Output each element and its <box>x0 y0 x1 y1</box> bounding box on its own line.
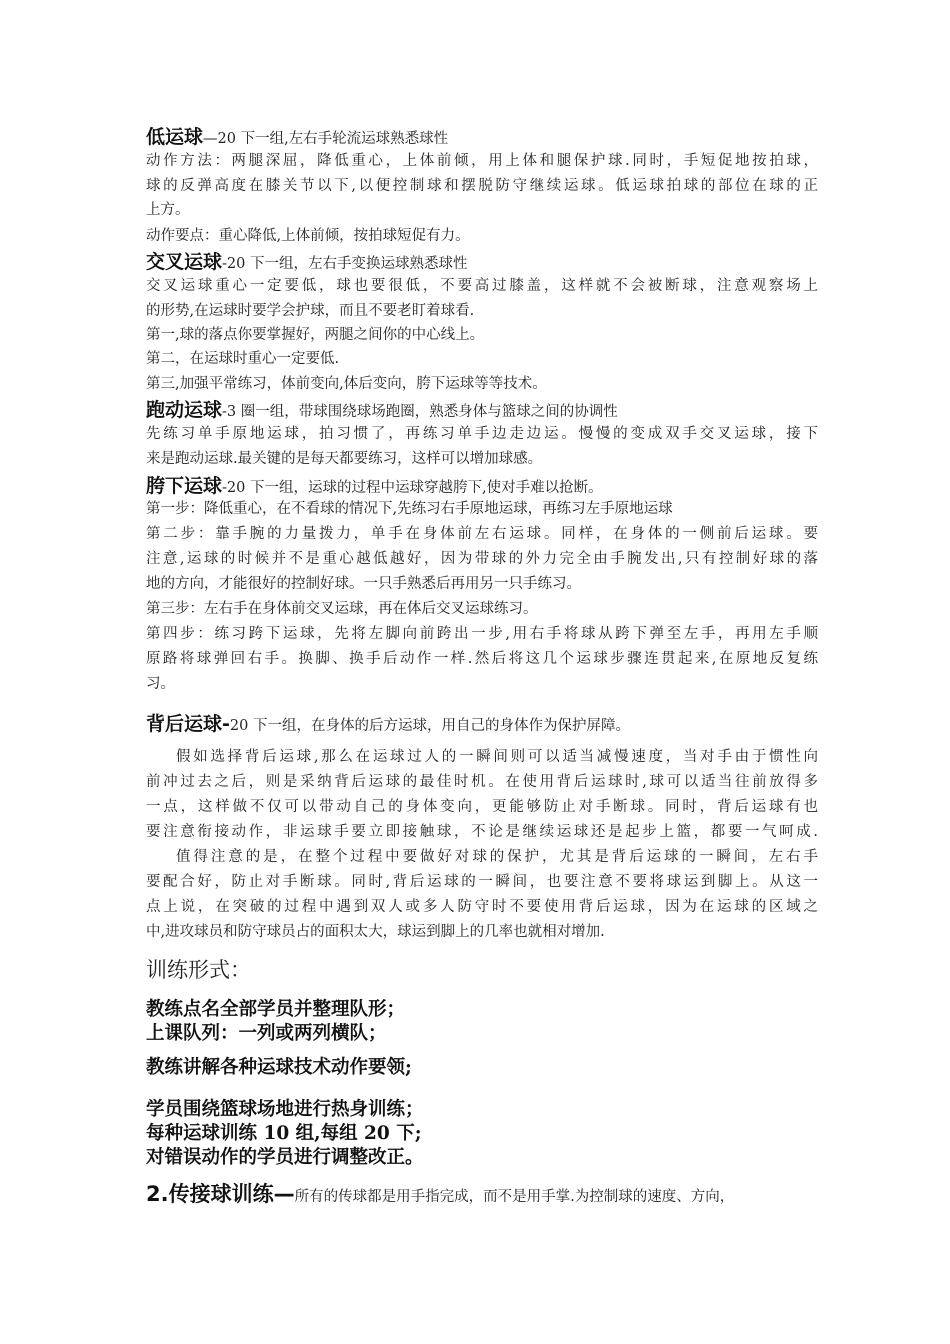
section-heading-passing <box>146 1182 826 1209</box>
training-item: 教练点名全部学员并整理队形； <box>146 999 406 1020</box>
paragraph-line: 前冲过去之后，则是采纳背后运球的最佳时机。在使用背后运球时,球可以适当往前放得多 <box>146 774 818 790</box>
paragraph-line: 来是跑动运球.最关键的是每天都要练习，这样可以增加球感。 <box>146 451 543 467</box>
heading-title: 2.传接球训练— <box>146 1182 295 1206</box>
paragraph-line: 第四步：练习跨下运球，先将左脚向前跨出一步,用右手将球从跨下弹至左手，再用左手顺 <box>146 626 818 642</box>
training-format-heading: 训练形式： <box>146 958 251 982</box>
heading-subtitle: -20 下一组，运球的过程中运球穿越胯下,使对手难以抢断。 <box>222 480 603 496</box>
paragraph-line: 先练习单手原地运球，拍习惯了，再练习单手边走边运。慢慢的变成双手交叉运球，接下 <box>146 426 818 442</box>
section-heading-behind-back <box>146 712 818 738</box>
training-item: 上课队列：一列或两列横队； <box>146 1023 387 1044</box>
paragraph-line: 点上说，在突破的过程中遇到双人或多人防守时不要使用背后运球，因为在运球的区域之 <box>146 899 818 915</box>
training-item: 对错误动作的学员进行调整改正。 <box>146 1147 424 1168</box>
paragraph-line: 中,进攻球员和防守球员占的面积太大，球运到脚上的几率也就相对增加. <box>146 924 605 940</box>
paragraph-line: 第二，在运球时重心一定要低. <box>146 351 340 367</box>
training-item: 学员围绕篮球场地进行热身训练； <box>146 1099 424 1120</box>
heading-subtitle: —20 下一组,左右手轮流运球熟悉球性 <box>203 131 449 147</box>
paragraph-line: 第一,球的落点你要掌握好，两腿之间你的中心线上。 <box>146 327 485 343</box>
paragraph-line: 第三步：左右手在身体前交叉运球，再在体后交叉运球练习。 <box>146 601 538 617</box>
training-item: 教练讲解各种运球技术动作要领; <box>146 1057 412 1078</box>
paragraph-line: 球的反弹高度在膝关节以下,以便控制球和摆脱防守继续运球。低运球拍球的部位在球的正 <box>146 178 818 194</box>
heading-subtitle: -20 下一组，左右手变换运球熟悉球性 <box>222 256 468 272</box>
paragraph-line: 原路将球弹回右手。换脚、换手后动作一样.然后将这几个运球步骤连贯起来,在原地反复练 <box>146 651 818 667</box>
heading-title: 低运球 <box>146 126 204 148</box>
paragraph-line: 动作方法：两腿深屈，降低重心，上体前倾，用上体和腿保护球.同时，手短促地按拍球， <box>146 153 818 169</box>
paragraph-line: 第三,加强平常练习，体前变向,体后变向，胯下运球等等技术。 <box>146 376 547 392</box>
paragraph-line: 地的方向，才能很好的控制好球。一只手熟悉后再用另一只手练习。 <box>146 576 581 592</box>
paragraph-line: 动作要点：重心降低,上体前倾，按拍球短促有力。 <box>146 228 470 244</box>
heading-subtitle: 所有的传球都是用手指完成，而不是用手掌.为控制球的速度、方向， <box>294 1189 735 1205</box>
section-heading-cross-dribble <box>146 250 818 276</box>
paragraph-line: 值得注意的是，在整个过程中要做好对球的保护，尤其是背后运球的一瞬间，左右手 <box>176 849 818 865</box>
paragraph-line: 习。 <box>146 676 175 692</box>
paragraph-line: 假如选择背后运球,那么在运球过人的一瞬间则可以适当减慢速度，当对手由于惯性向 <box>176 749 818 765</box>
paragraph-line: 注意,运球的时候并不是重心越低越好，因为带球的外力完全由手腕发出,只有控制好球的落 <box>146 551 818 567</box>
paragraph-line: 第二步：靠手腕的力量拨力，单手在身体前左右运球。同样，在身体的一侧前后运球。要 <box>146 526 818 542</box>
paragraph-line: 要注意衔接动作，非运球手要立即接触球，不论是继续运球还是起步上篮，都要一气呵成. <box>146 824 818 840</box>
heading-title: 交叉运球 <box>146 251 223 273</box>
paragraph-line: 交叉运球重心一定要低，球也要很低，不要高过膝盖，这样就不会被断球，注意观察场上 <box>146 278 818 294</box>
paragraph-line: 一点，这样做不仅可以带动自己的身体变向，更能够防止对手断球。同时，背后运球有也 <box>146 799 818 815</box>
heading-subtitle: -3 圈一组，带球围绕球场跑圈，熟悉身体与篮球之间的协调性 <box>222 404 618 420</box>
section-heading-running-dribble <box>146 398 818 424</box>
training-item: 每种运球训练 10 组,每组 20 下; <box>146 1123 422 1144</box>
heading-title: 胯下运球 <box>146 475 223 497</box>
paragraph-line: 第一步：降低重心，在不看球的情况下,先练习右手原地运球，再练习左手原地运球 <box>146 501 673 517</box>
heading-subtitle: 20 下一组，在身体的后方运球，用自己的身体作为保护屏障。 <box>229 718 630 734</box>
section-heading-low-dribble <box>146 125 818 151</box>
heading-title: 背后运球- <box>146 713 230 735</box>
paragraph-line: 要配合好，防止对手断球。同时,背后运球的一瞬间，也要注意不要将球运到脚上。从这一 <box>146 874 818 890</box>
paragraph-line: 上方。 <box>146 202 190 218</box>
heading-title: 跑动运球 <box>146 399 223 421</box>
paragraph-line: 的形势,在运球时要学会护球，而且不要老盯着球看. <box>146 303 475 319</box>
